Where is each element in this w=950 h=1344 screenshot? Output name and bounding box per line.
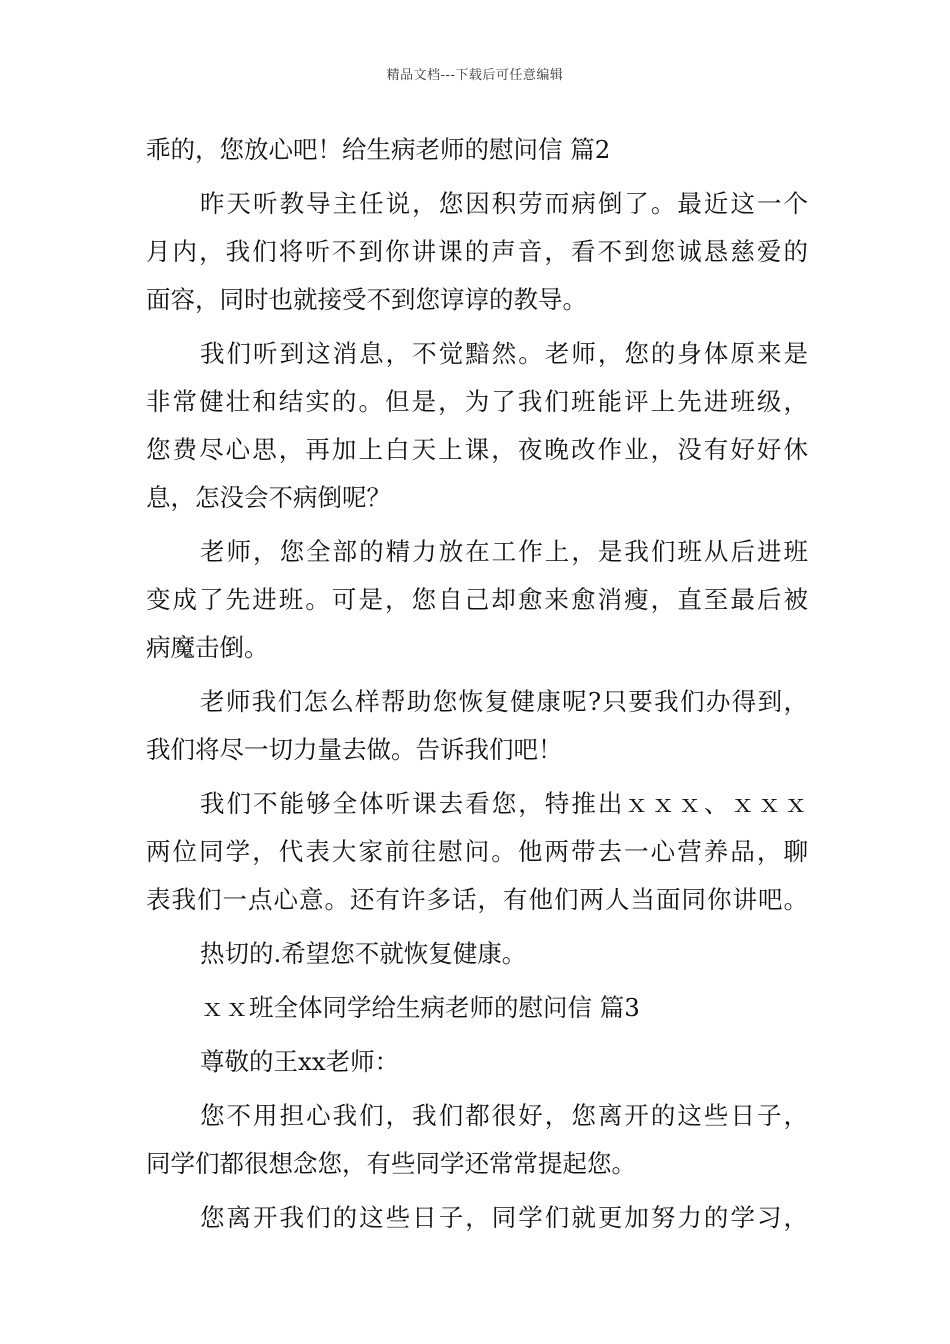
paragraph-start-line: 热切的.希望您不就恢复健康。	[200, 939, 527, 968]
paragraph-start-line: 您不用担心我们，我们都很好，您离开的这些日子，	[200, 1101, 808, 1130]
paragraph-start-line: 我们听到这消息，不觉黯然。老师，您的身体原来是	[200, 339, 808, 368]
paragraph-start-line: 老师，您全部的精力放在工作上，是我们班从后进班	[200, 537, 808, 566]
paragraph-start-line: 昨天听教导主任说，您因积劳而病倒了。最近这一个	[200, 189, 808, 218]
text-line: 您费尽心思，再加上白天上课，夜晚改作业，没有好好休	[146, 435, 808, 464]
page-header: 精品文档---下载后可任意编辑	[386, 68, 564, 83]
text-line: 面容，同时也就接受不到您谆谆的教导。	[146, 285, 587, 314]
text-line: 非常健壮和结实的。但是，为了我们班能评上先进班级，	[146, 387, 808, 416]
salutation: 尊敬的王xx老师：	[200, 1047, 400, 1076]
paragraph-start-line: 您离开我们的这些日子，同学们就更加努力的学习，	[200, 1203, 808, 1232]
text-line: 两位同学，代表大家前往慰问。他两带去一心营养品，聊	[146, 837, 808, 866]
section-heading: ｘｘ班全体同学给生病老师的慰问信 篇3	[200, 993, 640, 1022]
text-line: 同学们都很想念您，有些同学还常常提起您。	[146, 1149, 636, 1178]
text-line: 我们将尽一切力量去做。告诉我们吧！	[146, 735, 563, 764]
text-line: 表我们一点心意。还有许多话，有他们两人当面同你讲吧。	[146, 885, 808, 914]
document-body	[146, 126, 808, 1242]
text-line: 病魔击倒。	[146, 633, 269, 662]
text-line: 息，怎没会不病倒呢？	[146, 483, 391, 512]
paragraph-start-line: 老师我们怎么样帮助您恢复健康呢?只要我们办得到，	[200, 687, 808, 716]
text-line: 乖的，您放心吧！给生病老师的慰问信 篇2	[146, 135, 611, 164]
text-line: 月内，我们将听不到你讲课的声音，看不到您诚恳慈爱的	[146, 237, 808, 266]
paragraph-start-line: 我们不能够全体听课去看您，特推出ｘｘｘ、ｘｘｘ	[200, 789, 808, 818]
text-line: 变成了先进班。可是，您自己却愈来愈消瘦，直至最后被	[146, 585, 808, 614]
